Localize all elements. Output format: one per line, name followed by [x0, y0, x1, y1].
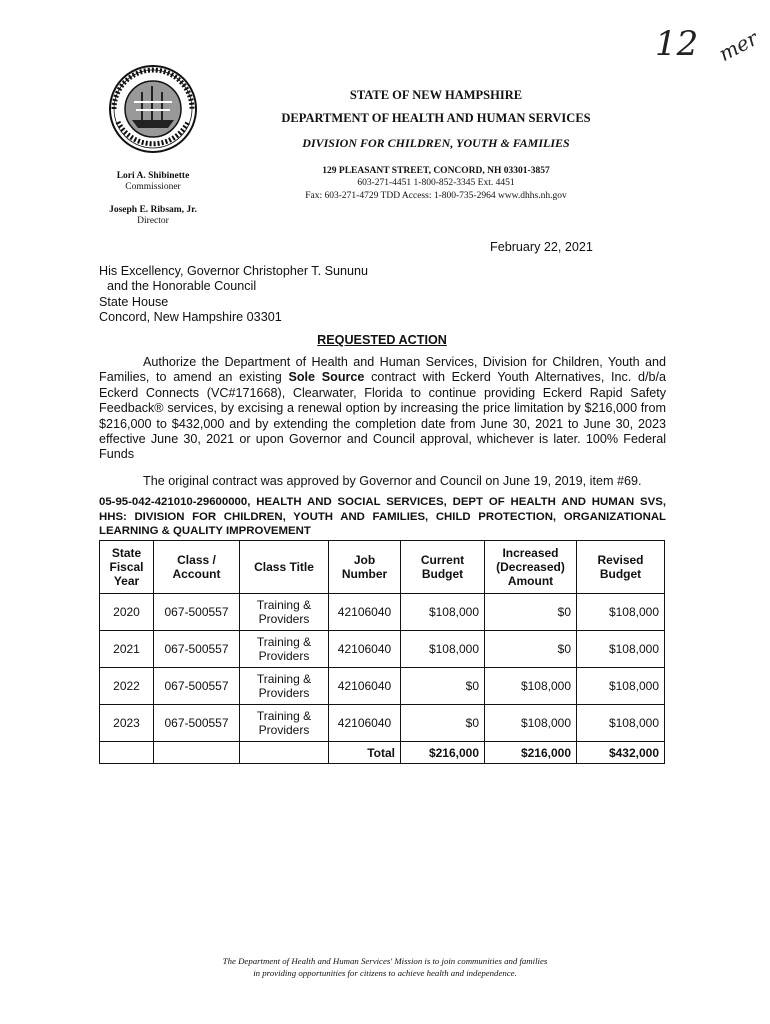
total-revised: $432,000 — [577, 742, 665, 764]
cell-empty — [240, 742, 329, 764]
cell-job: 42106040 — [329, 631, 401, 668]
cell-year: 2023 — [100, 705, 154, 742]
cell-account: 067-500557 — [154, 631, 240, 668]
request-paragraph — [99, 355, 666, 463]
cell-current: $108,000 — [401, 594, 485, 631]
handwritten-initials: mer — [714, 25, 762, 67]
cell-current: $108,000 — [401, 631, 485, 668]
mission-line: in providing opportunities for citizens to achieve health and independence. — [253, 968, 517, 978]
header-revised-budget: Revised Budget — [577, 541, 665, 594]
addressee-line: His Excellency, Governor Christopher T. Sununu — [99, 264, 369, 278]
cell-account: 067-500557 — [154, 668, 240, 705]
letterhead-state: STATE OF NEW HAMPSHIRE — [349, 88, 523, 102]
letterhead-phones: 603-271-4451 1-800-852-3345 Ext. 4451 — [357, 178, 515, 188]
header-increased-amount: Increased (Decreased) Amount — [485, 541, 577, 594]
cell-year: 2022 — [100, 668, 154, 705]
director-name: Joseph E. Ribsam, Jr. — [109, 205, 197, 215]
total-current: $216,000 — [401, 742, 485, 764]
budget-table — [99, 540, 665, 764]
cell-year: 2021 — [100, 631, 154, 668]
letterhead-department: DEPARTMENT OF HEALTH AND HUMAN SERVICES — [281, 111, 591, 125]
addressee-line: and the Honorable Council — [107, 279, 257, 294]
addressee-line: Concord, New Hampshire 03301 — [99, 310, 282, 325]
commissioner-name: Lori A. Shibinette — [116, 171, 190, 181]
request-text-part1: Authorize the Department of Health and Human Services, Division for Children, Youth and Families, to amend an existing — [99, 355, 666, 385]
cell-increase: $0 — [485, 594, 577, 631]
addressee-line: State House — [99, 294, 169, 309]
cell-title: Training & Providers — [240, 631, 329, 668]
cell-revised: $108,000 — [577, 631, 665, 668]
mission-statement — [0, 955, 770, 979]
mission-line: The Department of Health and Human Services' Mission is to join communities and families — [222, 956, 548, 966]
commissioner-title: Commissioner — [125, 182, 181, 192]
letterhead-division: DIVISION FOR CHILDREN, YOUTH & FAMILIES — [302, 136, 570, 150]
request-text-part2: contract with Eckerd Youth Alternatives, Inc. d/b/a Eckerd Connects (VC#171668), Clearwater, Florida to continue providing Eckerd Rapid Safety Feedback® services, by excising a renewal option by increasing the price limitation by $216,000 from $216,000 to $432,000 and by extending the completion date from June 30, 2021 to June 30, 2023 effective June 30, 2021 or upon Governor and Council approval, whichever is later. 100% Federal Funds — [99, 370, 666, 462]
cell-title: Training & Providers — [240, 705, 329, 742]
letterhead-fax: Fax: 603-271-4729 TDD Access: 1-800-735-2964 www.dhhs.nh.gov — [305, 191, 567, 201]
header-current-budget: Current Budget — [401, 541, 485, 594]
table-row — [100, 594, 665, 631]
cell-revised: $108,000 — [577, 705, 665, 742]
request-text-bold: Sole Source — [288, 370, 365, 385]
cell-increase: $0 — [485, 631, 577, 668]
addressee-block — [99, 264, 368, 326]
director-title: Director — [137, 216, 169, 226]
cell-job: 42106040 — [329, 594, 401, 631]
letter-date: February 22, 2021 — [490, 240, 593, 254]
cell-year: 2020 — [100, 594, 154, 631]
cell-empty — [154, 742, 240, 764]
cell-account: 067-500557 — [154, 594, 240, 631]
header-class-account: Class / Account — [154, 541, 240, 594]
cell-revised: $108,000 — [577, 594, 665, 631]
table-row — [100, 668, 665, 705]
approval-paragraph: The original contract was approved by Governor and Council on June 19, 2019, item #69. — [143, 474, 642, 488]
cell-title: Training & Providers — [240, 668, 329, 705]
letterhead-address: 129 PLEASANT STREET, CONCORD, NH 03301-3857 — [322, 166, 550, 176]
cell-empty — [100, 742, 154, 764]
header-job-number: Job Number — [329, 541, 401, 594]
header-class-title: Class Title — [240, 541, 329, 594]
total-label: Total — [329, 742, 401, 764]
table-row — [100, 631, 665, 668]
requested-action-heading: REQUESTED ACTION — [317, 333, 447, 347]
cell-revised: $108,000 — [577, 668, 665, 705]
cell-current: $0 — [401, 705, 485, 742]
cell-title: Training & Providers — [240, 594, 329, 631]
cell-current: $0 — [401, 668, 485, 705]
total-increase: $216,000 — [485, 742, 577, 764]
handwritten-item-number: 12 — [655, 24, 699, 64]
cell-job: 42106040 — [329, 705, 401, 742]
cell-increase: $108,000 — [485, 705, 577, 742]
account-heading: 05-95-042-421010-29600000, HEALTH AND SOCIAL SERVICES, DEPT OF HEALTH AND HUMAN SVS, HHS: DIVISION FOR CHILDREN, YOUTH AND FAMILIES, CHILD PROTECTION, ORGANIZATIONAL LEARNING & QUALITY IMPROVEMENT — [99, 496, 666, 537]
header-fiscal-year: State Fiscal Year — [100, 541, 154, 594]
cell-increase: $108,000 — [485, 668, 577, 705]
cell-job: 42106040 — [329, 668, 401, 705]
cell-account: 067-500557 — [154, 705, 240, 742]
table-total-row — [100, 742, 665, 764]
table-row — [100, 705, 665, 742]
table-header-row — [100, 541, 665, 594]
